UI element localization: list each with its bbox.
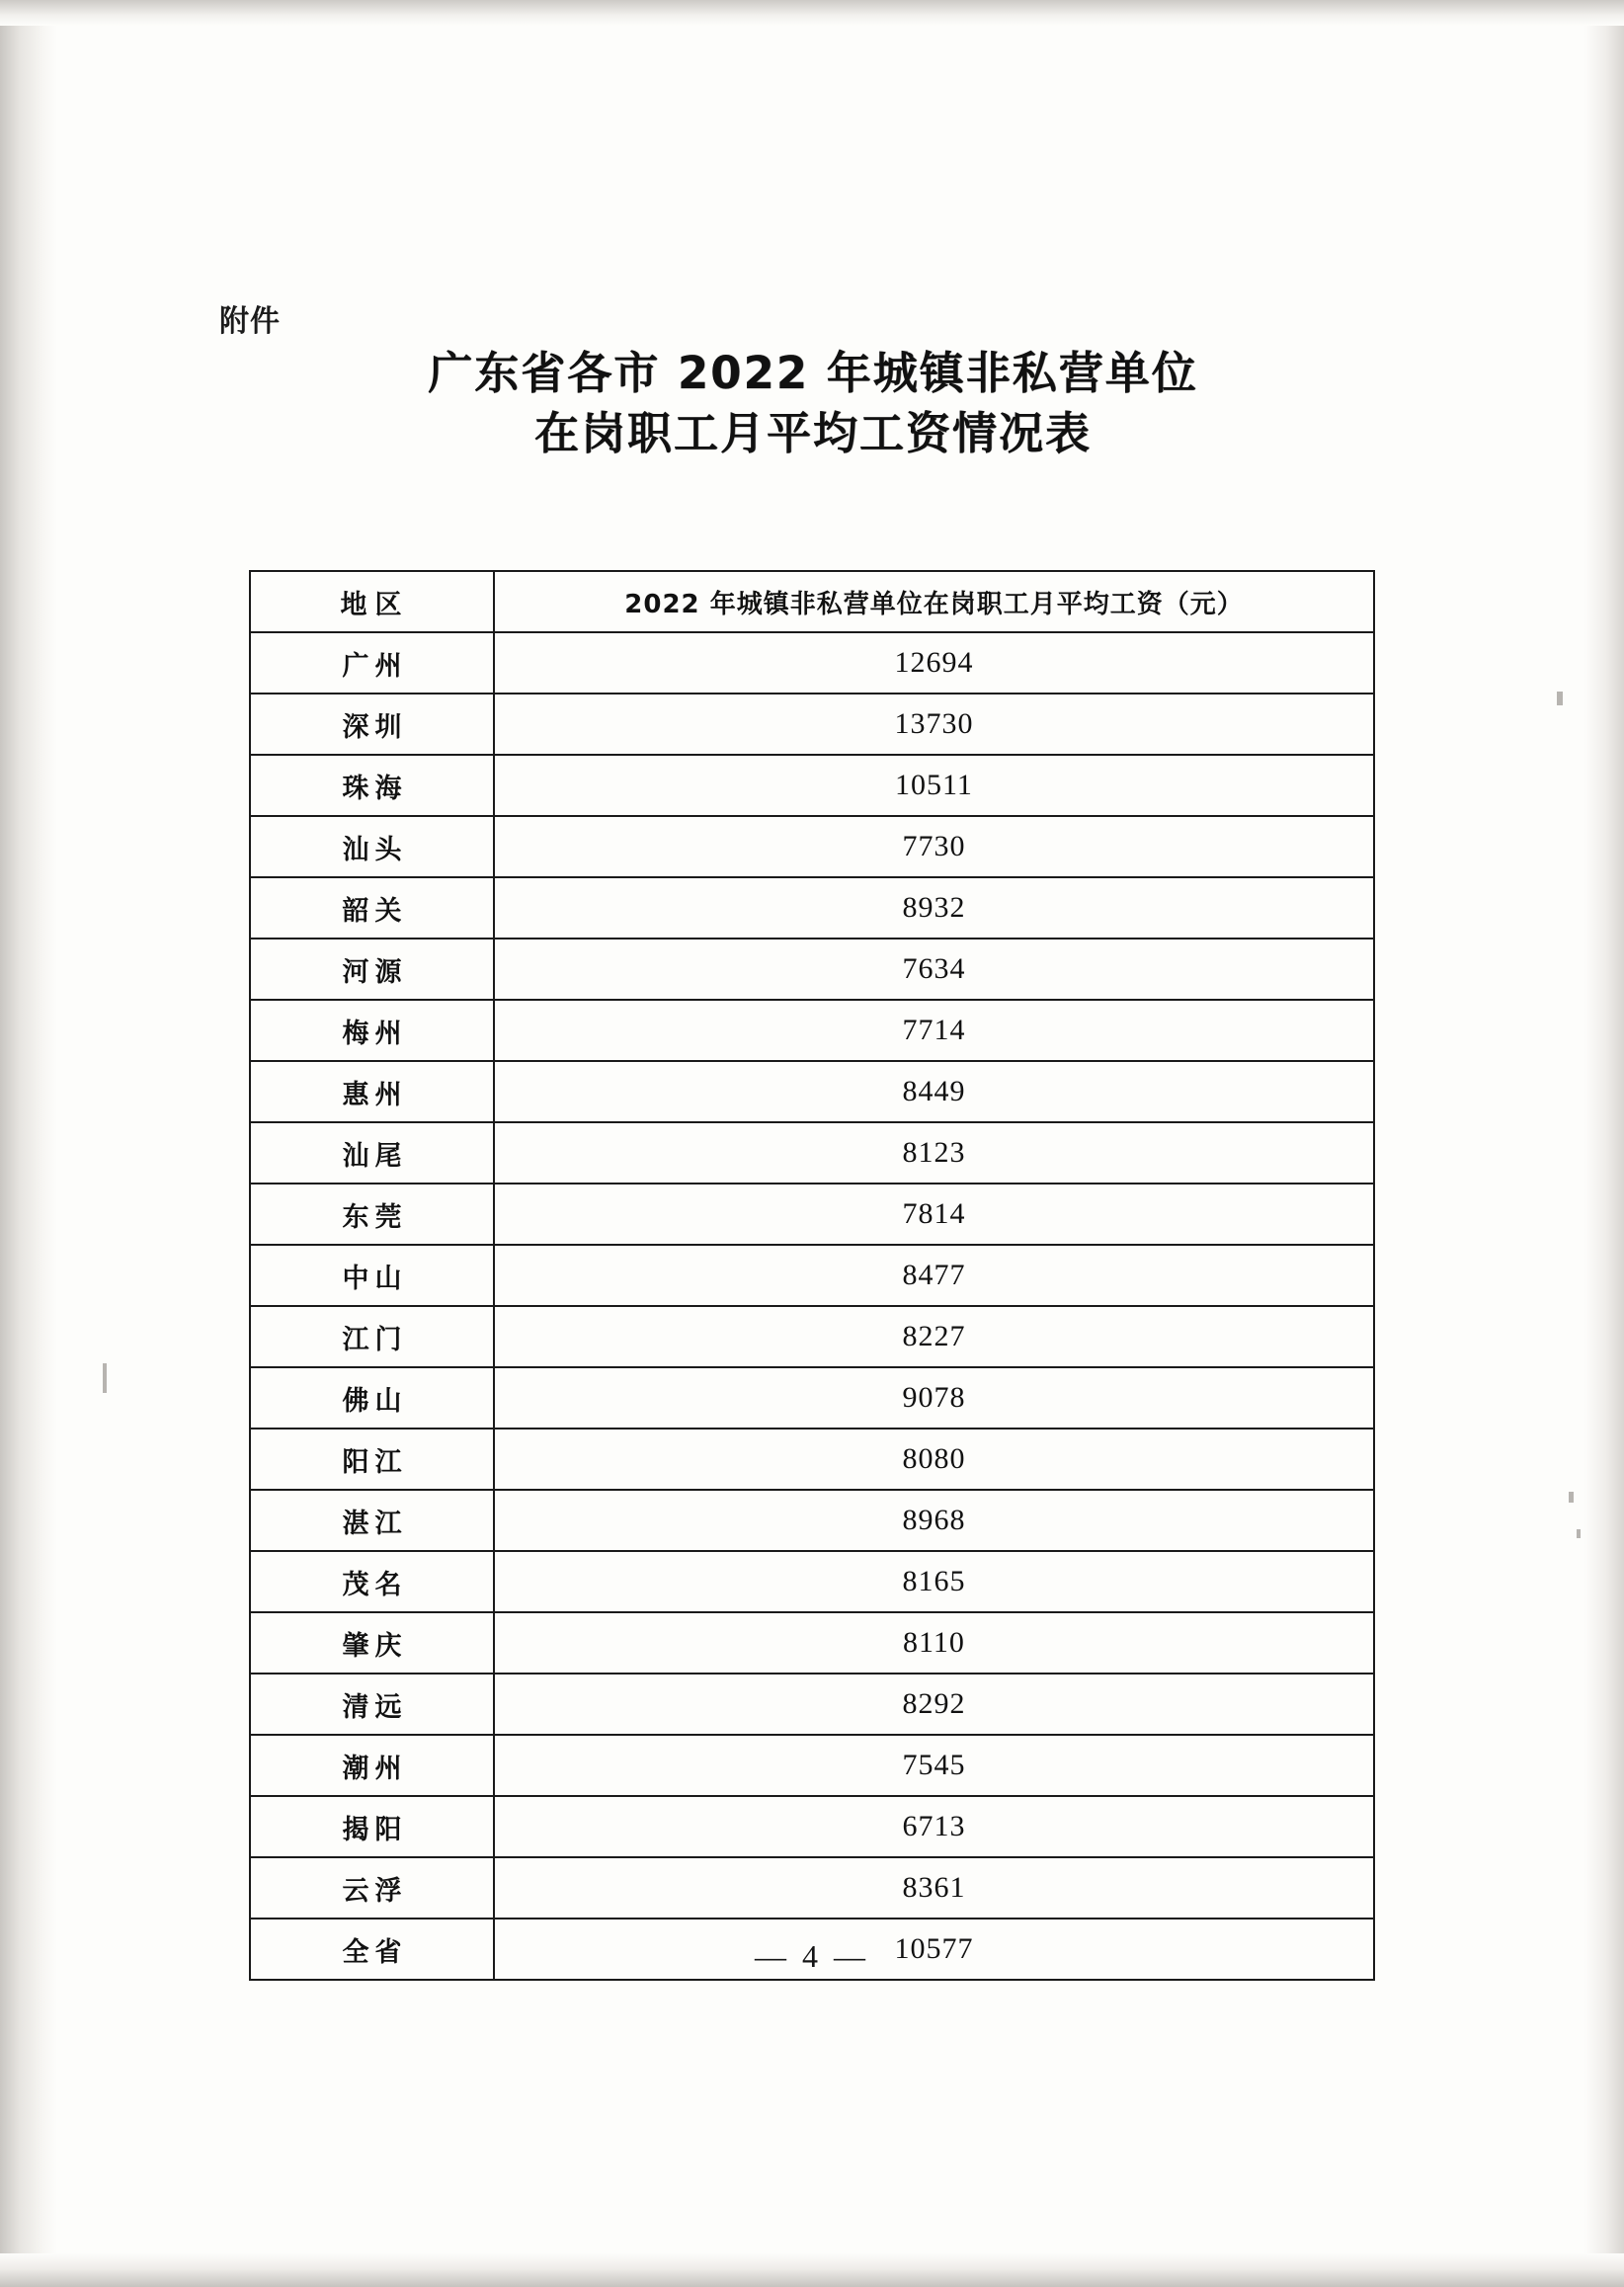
table-row [250,1306,1374,1367]
table-cell-region: 湛江 [250,1490,494,1551]
table-cell-region: 广州 [250,632,494,694]
table-cell-value: 10577 [494,1919,1374,1980]
table-row [250,1367,1374,1429]
table-cell-region: 肇庆 [250,1612,494,1674]
table-cell-region: 深圳 [250,694,494,755]
table-cell-value: 7545 [494,1735,1374,1796]
table-row [250,1490,1374,1551]
table-cell-region: 中山 [250,1245,494,1306]
table-row [250,632,1374,694]
table-cell-value: 7634 [494,939,1374,1000]
table-row [250,939,1374,1000]
table-cell-value: 10511 [494,755,1374,816]
column-header-value: 2022 年城镇非私营单位在岗职工月平均工资（元） [494,571,1374,632]
table-cell-region: 梅州 [250,1000,494,1061]
table-cell-region: 阳江 [250,1429,494,1490]
table-row [250,1000,1374,1061]
table-cell-value: 8292 [494,1674,1374,1735]
wage-table-container [249,570,1375,1981]
table-cell-region: 惠州 [250,1061,494,1122]
table-cell-region: 河源 [250,939,494,1000]
table-cell-value: 7730 [494,816,1374,877]
scan-edge-top [0,0,1624,26]
table-cell-value: 8123 [494,1122,1374,1184]
table-cell-region: 云浮 [250,1857,494,1919]
table-cell-value: 12694 [494,632,1374,694]
table-row [250,1857,1374,1919]
table-row [250,1184,1374,1245]
table-row [250,694,1374,755]
table-row [250,1796,1374,1857]
table-cell-value: 9078 [494,1367,1374,1429]
table-cell-value: 8165 [494,1551,1374,1612]
table-row [250,1122,1374,1184]
table-cell-value: 8361 [494,1857,1374,1919]
table-row [250,1612,1374,1674]
table-cell-region: 清远 [250,1674,494,1735]
table-cell-value: 13730 [494,694,1374,755]
page-title-line-2: 在岗职工月平均工资情况表 [533,406,1092,459]
table-cell-value: 7814 [494,1184,1374,1245]
scan-speck [1569,1492,1574,1503]
table-cell-region: 汕头 [250,816,494,877]
table-row [250,1061,1374,1122]
table-cell-value: 6713 [494,1796,1374,1857]
table-cell-region: 揭阳 [250,1796,494,1857]
column-header-region: 地区 [250,571,494,632]
page-title-line-1: 广东省各市 2022 年城镇非私营单位 [428,347,1198,399]
table-header-row [250,571,1374,632]
table-cell-region: 茂名 [250,1551,494,1612]
table-row [250,755,1374,816]
table-cell-value: 8227 [494,1306,1374,1367]
table-cell-region: 东莞 [250,1184,494,1245]
table-cell-value: 8449 [494,1061,1374,1122]
table-cell-value: 8080 [494,1429,1374,1490]
page-number: — 4 — [755,1938,869,1974]
table-cell-region: 韶关 [250,877,494,939]
table-row [250,1245,1374,1306]
wage-table [249,570,1375,1981]
table-cell-region: 汕尾 [250,1122,494,1184]
table-cell-value: 8110 [494,1612,1374,1674]
scan-speck [1557,692,1563,705]
scan-edge-bottom [0,2253,1624,2287]
page-title [245,344,1381,464]
table-row [250,1735,1374,1796]
table-cell-region: 佛山 [250,1367,494,1429]
table-cell-region: 珠海 [250,755,494,816]
table-cell-value: 8477 [494,1245,1374,1306]
table-cell-region: 江门 [250,1306,494,1367]
scan-speck [1577,1529,1581,1538]
table-row [250,1551,1374,1612]
attachment-label: 附件 [219,304,281,339]
table-row [250,816,1374,877]
scan-speck [103,1363,107,1393]
table-row [250,1429,1374,1490]
table-cell-region: 全省 [250,1919,494,1980]
table-cell-value: 8968 [494,1490,1374,1551]
table-row [250,877,1374,939]
table-cell-value: 7714 [494,1000,1374,1061]
table-cell-value: 8932 [494,877,1374,939]
table-row [250,1674,1374,1735]
table-cell-region: 潮州 [250,1735,494,1796]
